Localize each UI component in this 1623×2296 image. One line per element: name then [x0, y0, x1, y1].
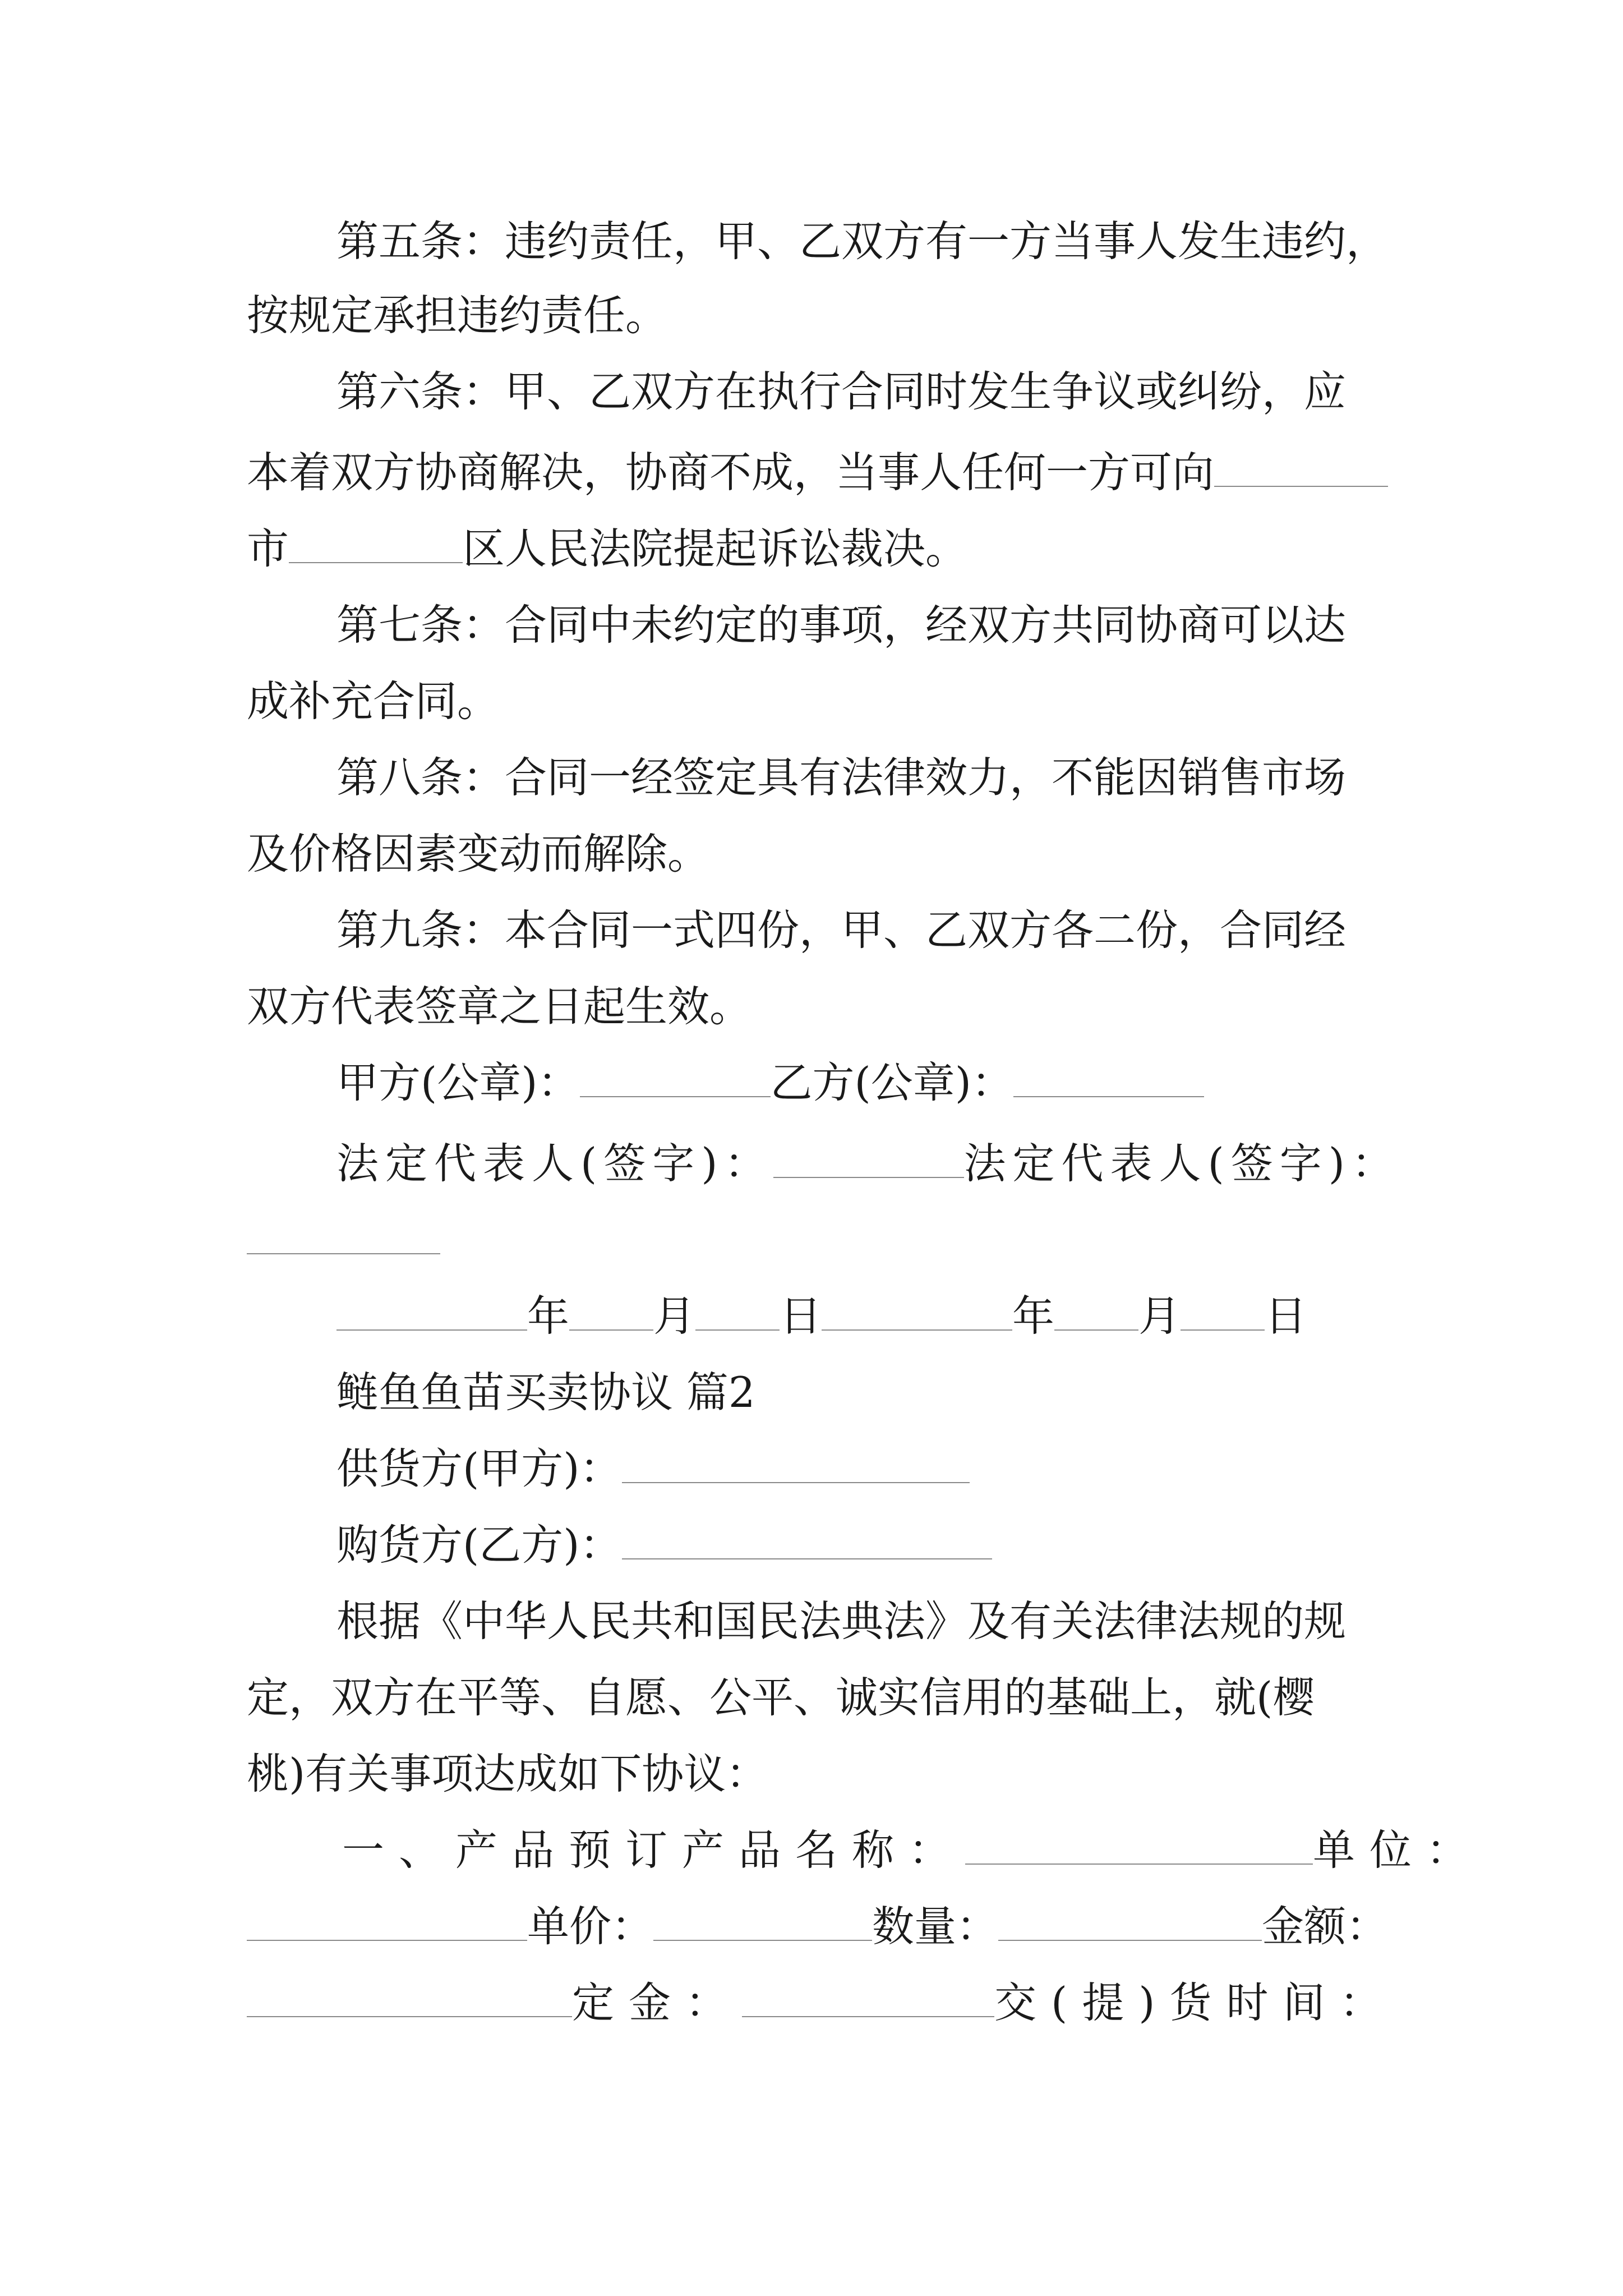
- deposit-line: [247, 1975, 1396, 2031]
- date-year-label: 年: [1012, 1291, 1055, 1341]
- blank-line: [653, 1904, 872, 1941]
- blank-line: [247, 1980, 572, 2017]
- text-segment: 本着双方协商解决，协商不成，当事人任何一方可向: [247, 448, 1215, 497]
- party-b-seal-label: 乙方(公章)：: [770, 1058, 1014, 1107]
- section-title: 鲢鱼鱼苗买卖协议 篇2: [336, 1368, 755, 1417]
- blank-line: [695, 1294, 780, 1331]
- text-line: [247, 521, 967, 577]
- party-a-representative-label: 法定代表人(签字)：: [336, 1139, 773, 1188]
- text-line: 第六条：甲、乙双方在执行合同时发生争议或纠纷，应: [336, 367, 1347, 416]
- amount-label: 金额：: [1262, 1902, 1389, 1951]
- text-line: 定，双方在平等、自愿、公平、诚实信用的基础上，就(樱: [247, 1673, 1315, 1722]
- blank-line: [1013, 1060, 1204, 1097]
- blank-line: [336, 1294, 527, 1331]
- blank-line: [1214, 450, 1388, 487]
- text-line: 第七条：合同中未约定的事项，经双方共同协商可以达: [336, 600, 1347, 650]
- blank-line: [580, 1060, 771, 1097]
- product-name-label: 一、产品预订产品名称：: [342, 1825, 966, 1875]
- blank-line: [742, 1980, 994, 2017]
- text-line: 第九条：本合同一式四份，甲、乙双方各二份，合同经: [336, 905, 1347, 955]
- party-b-representative-label: 法定代表人(签字)：: [963, 1139, 1401, 1188]
- text-line: 按规定承担违约责任。: [247, 291, 668, 340]
- date-month-label: 月: [653, 1291, 696, 1341]
- blank-line: [622, 1522, 992, 1559]
- buyer-line: [336, 1517, 992, 1573]
- supplier-label: 供货方(甲方)：: [336, 1444, 622, 1493]
- delivery-time-label: 交(提)货时间：: [994, 1978, 1396, 2027]
- text-line: 桃)有关事项达成如下协议：: [247, 1749, 768, 1798]
- text-line: 成补充合同。: [247, 677, 500, 726]
- buyer-label: 购货方(乙方)：: [336, 1520, 622, 1570]
- text-line: 根据《中华人民共和国民法典法》及有关法律法规的规: [336, 1596, 1347, 1646]
- text-line: 第八条：合同一经签定具有法律效力，不能因销售市场: [336, 753, 1347, 802]
- blank-line: [1054, 1294, 1138, 1331]
- blank-line: [773, 1141, 964, 1178]
- deposit-label: 定金：: [572, 1978, 743, 2027]
- quantity-label: 数量：: [872, 1902, 999, 1951]
- blank-line: [622, 1446, 970, 1483]
- date-month-label: 月: [1138, 1291, 1181, 1341]
- signature-line-party-a-b: [336, 1055, 1204, 1111]
- party-a-seal-label: 甲方(公章)：: [336, 1058, 580, 1107]
- blank-line: [965, 1828, 1313, 1865]
- blank-line: [289, 526, 463, 563]
- blank-line: [1181, 1294, 1265, 1331]
- text-segment: 区人民法院提起诉讼裁决。: [463, 524, 968, 573]
- text-line: [247, 444, 1388, 500]
- supplier-line: [336, 1441, 970, 1497]
- unit-price-label: 单价：: [527, 1902, 654, 1951]
- date-day-label: 日: [780, 1291, 822, 1341]
- text-segment: 市: [247, 524, 289, 573]
- date-year-label: 年: [527, 1291, 570, 1341]
- text-line: [247, 1212, 440, 1268]
- price-line: [247, 1898, 1388, 1954]
- blank-line: [247, 1904, 527, 1941]
- unit-label: 单位：: [1313, 1825, 1483, 1875]
- signature-line-representatives: [336, 1135, 1400, 1191]
- date-line: [336, 1288, 1307, 1344]
- text-line: 第五条：违约责任，甲、乙双方有一方当事人发生违约，: [336, 217, 1389, 266]
- text-line: 及价格因素变动而解除。: [247, 829, 710, 878]
- blank-line: [998, 1904, 1262, 1941]
- blank-line: [822, 1294, 1012, 1331]
- date-day-label: 日: [1265, 1291, 1307, 1341]
- product-line: [342, 1822, 1483, 1878]
- blank-line: [247, 1217, 440, 1254]
- blank-line: [569, 1294, 653, 1331]
- text-line: 双方代表签章之日起生效。: [247, 982, 752, 1031]
